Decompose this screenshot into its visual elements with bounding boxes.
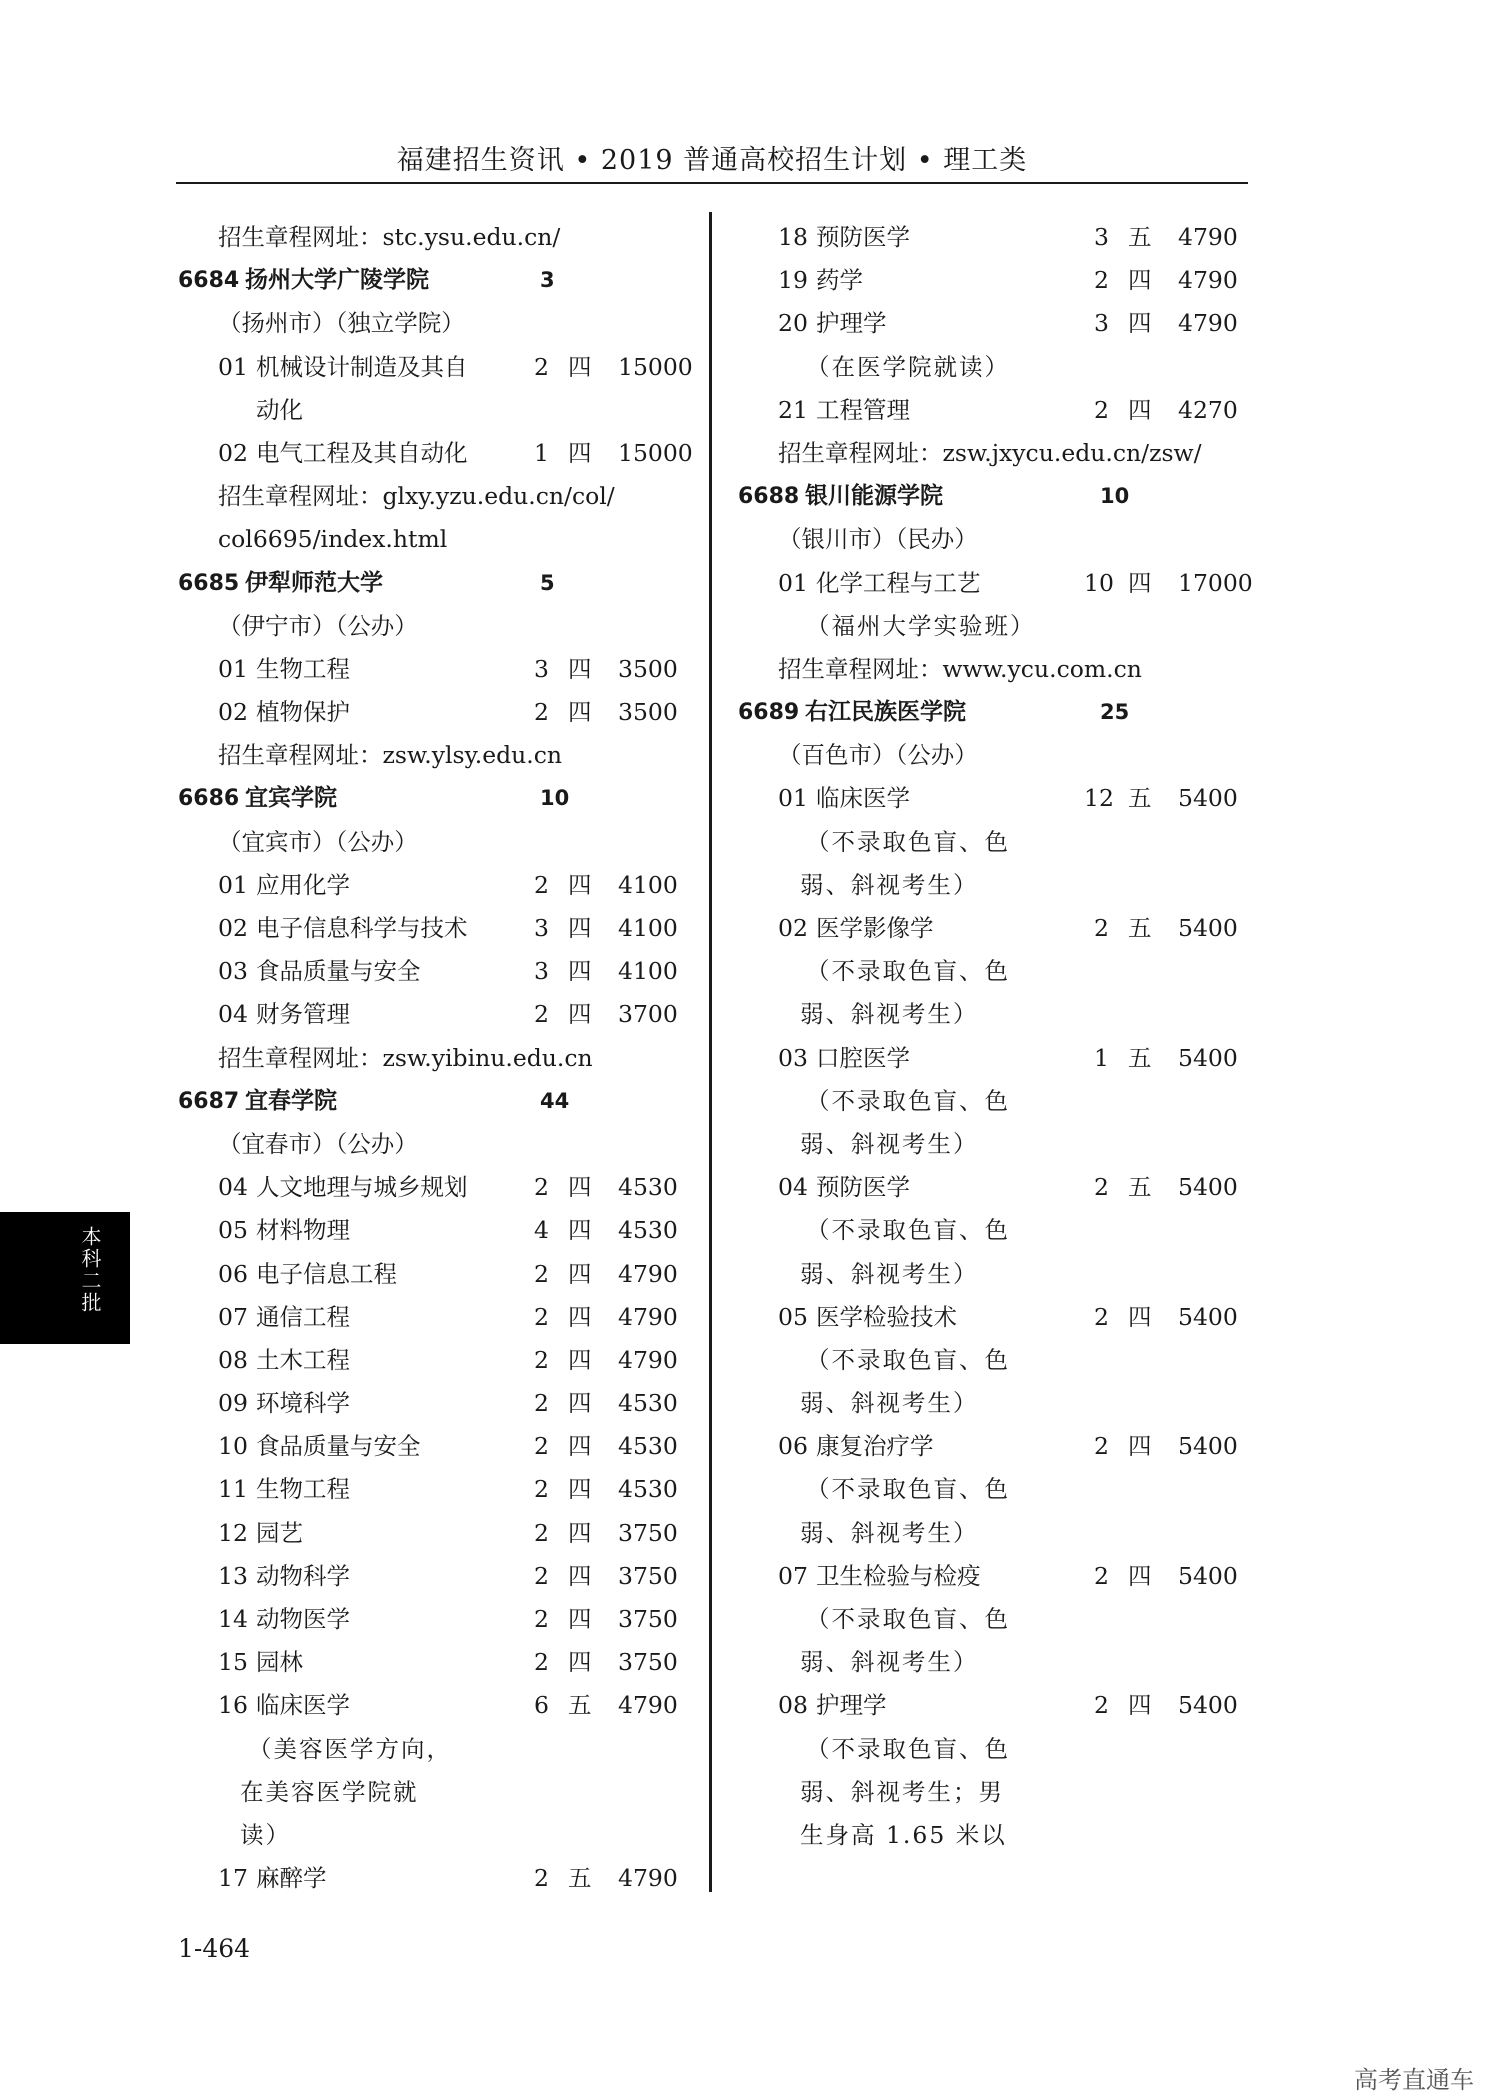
major-row: 02 电子信息科学与技术 3 四 4100 bbox=[218, 914, 678, 942]
major-note: 弱、斜视考生） bbox=[800, 1648, 979, 1677]
major-row: 01 化学工程与工艺 10 四 17000 bbox=[778, 568, 1253, 597]
school-row bbox=[178, 259, 718, 302]
major-row: 07 卫生检验与检疫 2 四 5400 bbox=[778, 1561, 1238, 1590]
school-location: （宜春市）（公办） bbox=[218, 1129, 418, 1158]
school-location: （伊宁市）（公办） bbox=[218, 611, 418, 640]
major-note: （不录取色盲、色 bbox=[806, 1605, 1010, 1633]
school-name: 宜宾学院 bbox=[245, 785, 337, 812]
major-row: 03 口腔医学 1 五 5400 bbox=[778, 1043, 1238, 1072]
major-note: 弱、斜视考生；男 bbox=[800, 1777, 1004, 1806]
school-code: 6688 bbox=[738, 484, 800, 510]
major-note: 弱、斜视考生） bbox=[800, 870, 979, 899]
school-name: 扬州大学广陵学院 bbox=[245, 267, 429, 294]
school-count: 10 bbox=[1100, 484, 1130, 509]
major-row: 14 动物医学 2 四 3750 bbox=[218, 1605, 678, 1633]
school-code: 6686 bbox=[178, 786, 240, 812]
major-note: 在美容医学院就 bbox=[240, 1777, 419, 1806]
major-note: 弱、斜视考生） bbox=[800, 1000, 979, 1029]
major-note: 读） bbox=[240, 1820, 291, 1849]
major-row: 16 临床医学 6 五 4790 bbox=[218, 1691, 678, 1720]
major-note: 弱、斜视考生） bbox=[800, 1389, 979, 1418]
section-side-tab bbox=[0, 1212, 130, 1344]
school-row bbox=[178, 1080, 718, 1123]
major-row: 05 医学检验技术 2 四 5400 bbox=[778, 1302, 1238, 1331]
major-row: 04 财务管理 2 四 3700 bbox=[218, 1000, 678, 1029]
major-row: 17 麻醉学 2 五 4790 bbox=[218, 1864, 678, 1893]
major-row: 06 康复治疗学 2 四 5400 bbox=[778, 1432, 1238, 1461]
major-row: 10 食品质量与安全 2 四 4530 bbox=[218, 1432, 678, 1461]
major-row: 13 动物科学 2 四 3750 bbox=[218, 1561, 678, 1590]
major-note: （不录取色盲、色 bbox=[806, 827, 1010, 856]
school-url: 招生章程网址：stc.ysu.edu.cn/ bbox=[218, 223, 561, 251]
school-count: 44 bbox=[540, 1088, 570, 1113]
major-row: 03 食品质量与安全 3 四 4100 bbox=[218, 957, 678, 986]
school-count: 3 bbox=[540, 268, 555, 293]
major-row: 08 护理学 2 四 5400 bbox=[778, 1691, 1238, 1720]
major-note: （不录取色盲、色 bbox=[806, 1216, 1010, 1245]
major-row: 08 土木工程 2 四 4790 bbox=[218, 1345, 678, 1374]
school-location: （宜宾市）（公办） bbox=[218, 827, 418, 856]
section-side-tab-label: 本科二批 bbox=[78, 1226, 102, 1314]
major-row: 02 电气工程及其自动化 1 四 15000 bbox=[218, 438, 693, 467]
major-note: （不录取色盲、色 bbox=[806, 957, 1010, 986]
major-note: （美容医学方向， bbox=[248, 1734, 452, 1763]
school-url: 招生章程网址：zsw.jxycu.edu.cn/zsw/ bbox=[778, 438, 1202, 467]
page-header: 福建招生资讯 • 2019 普通高校招生计划 • 理工类 bbox=[396, 145, 1028, 176]
major-row: 01 应用化学 2 四 4100 bbox=[218, 870, 678, 899]
school-row bbox=[178, 562, 718, 605]
major-row: 02 医学影像学 2 五 5400 bbox=[778, 914, 1238, 942]
school-url: 招生章程网址：glxy.yzu.edu.cn/col/ bbox=[218, 482, 615, 511]
school-url: 招生章程网址：zsw.ylsy.edu.cn bbox=[218, 741, 563, 770]
major-row: 06 电子信息工程 2 四 4790 bbox=[218, 1259, 678, 1288]
major-note: （不录取色盲、色 bbox=[806, 1086, 1010, 1115]
school-row bbox=[738, 475, 1278, 518]
right-column bbox=[738, 216, 1278, 1857]
major-row: 01 机械设计制造及其自 2 四 15000 bbox=[218, 352, 693, 381]
major-note: （在医学院就读） bbox=[806, 352, 1010, 381]
page-number: 1-464 bbox=[178, 1934, 251, 1963]
major-row: 20 护理学 3 四 4790 bbox=[778, 309, 1238, 338]
header-rule bbox=[176, 182, 1248, 184]
major-row: 04 人文地理与城乡规划 2 四 4530 bbox=[218, 1173, 678, 1202]
major-note: 弱、斜视考生） bbox=[800, 1259, 979, 1288]
major-note: 生身高 1.65 米以 bbox=[800, 1820, 1007, 1849]
major-note: （不录取色盲、色 bbox=[806, 1345, 1010, 1374]
school-url: 招生章程网址：www.ycu.com.cn bbox=[778, 654, 1142, 683]
major-row: 12 园艺 2 四 3750 bbox=[218, 1518, 678, 1547]
major-row: 18 预防医学 3 五 4790 bbox=[778, 223, 1238, 251]
major-note: （福州大学实验班） bbox=[806, 611, 1036, 640]
school-code: 6685 bbox=[178, 570, 240, 596]
major-note: 弱、斜视考生） bbox=[800, 1129, 979, 1158]
major-row: 04 预防医学 2 五 5400 bbox=[778, 1173, 1238, 1202]
major-row: 21 工程管理 2 四 4270 bbox=[778, 395, 1238, 424]
major-note: （不录取色盲、色 bbox=[806, 1734, 1010, 1763]
school-code: 6687 bbox=[178, 1088, 240, 1114]
school-location: （银川市）（民办） bbox=[778, 525, 978, 554]
major-row: 07 通信工程 2 四 4790 bbox=[218, 1302, 678, 1331]
school-count: 5 bbox=[540, 570, 555, 595]
school-count: 10 bbox=[540, 786, 570, 811]
major-name-continued: 动化 bbox=[256, 395, 303, 424]
major-row: 01 临床医学 12 五 5400 bbox=[778, 784, 1238, 813]
school-row bbox=[738, 691, 1278, 734]
school-name: 右江民族医学院 bbox=[805, 699, 966, 726]
school-url-continued: col6695/index.html bbox=[218, 525, 448, 554]
school-name: 银川能源学院 bbox=[805, 483, 943, 510]
left-column bbox=[178, 216, 718, 1900]
major-row: 02 植物保护 2 四 3500 bbox=[218, 698, 678, 727]
school-location: （百色市）（公办） bbox=[778, 741, 978, 770]
major-row: 11 生物工程 2 四 4530 bbox=[218, 1475, 678, 1504]
major-note: 弱、斜视考生） bbox=[800, 1518, 979, 1547]
school-name: 伊犁师范大学 bbox=[245, 569, 383, 596]
school-row bbox=[178, 777, 718, 820]
major-row: 19 药学 2 四 4790 bbox=[778, 266, 1238, 295]
major-row: 05 材料物理 4 四 4530 bbox=[218, 1216, 678, 1245]
major-row: 01 生物工程 3 四 3500 bbox=[218, 654, 678, 683]
major-row: 09 环境科学 2 四 4530 bbox=[218, 1389, 678, 1418]
school-name: 宜春学院 bbox=[245, 1087, 337, 1114]
school-url: 招生章程网址：zsw.yibinu.edu.cn bbox=[218, 1043, 593, 1072]
watermark: 高考直通车 bbox=[1354, 2066, 1474, 2094]
major-row: 15 园林 2 四 3750 bbox=[218, 1648, 678, 1677]
major-note: （不录取色盲、色 bbox=[806, 1475, 1010, 1504]
school-code: 6684 bbox=[178, 268, 240, 294]
school-count: 25 bbox=[1100, 700, 1130, 725]
school-location: （扬州市）（独立学院） bbox=[218, 309, 465, 338]
school-code: 6689 bbox=[738, 700, 800, 726]
